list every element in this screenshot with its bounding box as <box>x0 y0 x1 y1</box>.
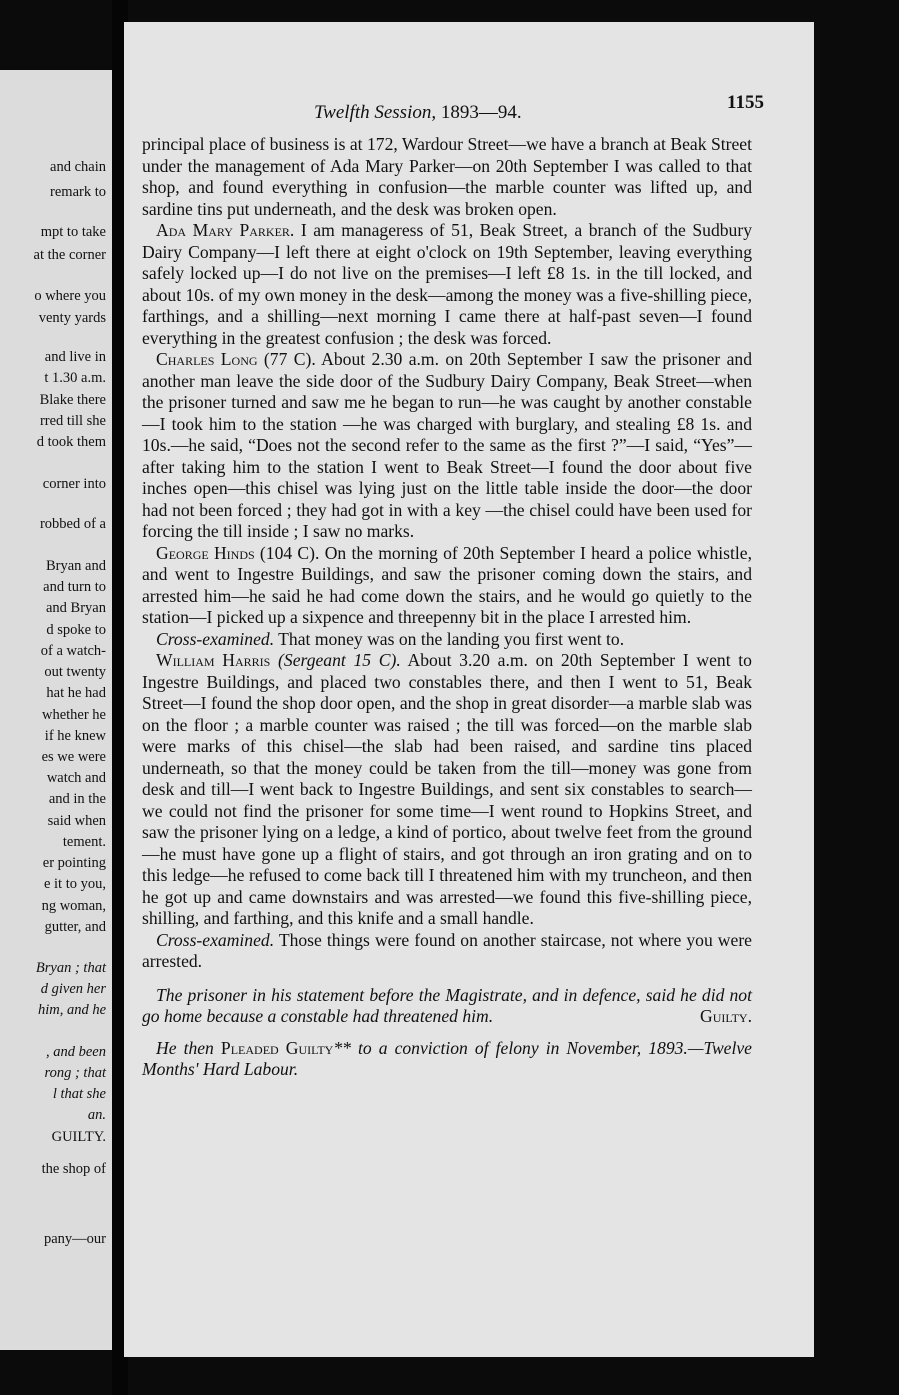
witness-name: Ada Mary Parker. <box>156 220 295 240</box>
left-page-line: corner into <box>42 476 106 492</box>
prior-conviction <box>142 1038 752 1081</box>
left-page-line: whether he <box>41 707 106 723</box>
cross-text: That money was on the landing you first went to. <box>274 628 625 649</box>
left-page-line: and live in <box>44 349 106 365</box>
session-years: 1893—94. <box>440 102 522 123</box>
witness-name: George Hinds <box>156 542 255 563</box>
verdict: Guilty. <box>700 1006 752 1026</box>
testimony-charles-long <box>142 349 752 543</box>
left-page-line: him, and he <box>37 1002 106 1018</box>
left-page-line: and chain <box>50 159 106 175</box>
page-number: 1155 <box>727 92 764 113</box>
left-page-line: d spoke to <box>46 622 106 638</box>
left-page-line: gutter, and <box>44 919 106 935</box>
cross-examination-2 <box>142 930 752 973</box>
left-page-line: o where you <box>34 288 106 304</box>
testimony-text: I am manageress of 51, Beak Street, a branch of the Sudbury Dairy Company—I left there at eight o'clock on 19th September, leaving everything safely locked up—I do not live on the premises—I left £8 1s. in the till locked, and about 10s. of my own money in the desk—among the money was a five-shilling piece, farthings, and a shilling—next morning I came there at half-past seven—I found everything in the greatest confusion ; the desk was forced. <box>142 220 752 348</box>
left-page-line: rred till she <box>39 413 106 429</box>
left-page-line: at the corner <box>33 247 106 263</box>
left-page-line: Bryan and <box>46 558 106 574</box>
left-page-line: l that she <box>52 1086 106 1102</box>
left-page-line: and turn to <box>43 579 106 595</box>
left-page-line: and Bryan <box>46 600 106 616</box>
witness-name: Charles Long <box>156 349 258 369</box>
left-page-line: if he knew <box>44 728 106 744</box>
paragraph-continued: principal place of business is at 172, Wardour Street—we have a branch at Beak Street under the management of Ada Mary Parker—on 20th September I was called to that shop, and found everything in confusion—the marble counter was lifted up, and sardine tins put underneath, and the desk was broken open. <box>142 134 752 219</box>
left-page-line: rong ; that <box>44 1065 106 1081</box>
right-page <box>124 22 814 1357</box>
witness-rank: (77 C). <box>257 349 316 369</box>
cross-examined-label: Cross-examined. <box>156 628 275 649</box>
left-page-line: er pointing <box>42 855 106 871</box>
left-page-line: robbed of a <box>39 516 106 532</box>
testimony-text: About 2.30 a.m. on 20th September I saw the prisoner and another man leave the side door of the Sudbury Dairy Company, Beak Street—when the prisoner turned and saw me he began to run—he was caught by another constable—I took him to the station —he was charged with burglary, and stealing £8 1s. and 10s.—he said, “Does not the second refer to the same as the first ?”—I said, “Yes”—after taking him to the station I went to Beak Street—I found the door about five inches open—this chisel was lying just on the little table inside the door—the door had not been forced ; they had got in with a key —the chisel could have been used for forcing the till inside ; I saw no marks. <box>142 349 752 541</box>
pleaded-guilty: Pleaded Guilty <box>220 1037 334 1058</box>
left-page-line: Blake there <box>39 392 106 408</box>
left-page-line: remark to <box>50 184 106 200</box>
left-page-line: GUILTY. <box>51 1129 106 1145</box>
left-page-line: and in the <box>48 791 106 807</box>
left-page-line: said when <box>47 813 106 829</box>
testimony-george-hinds <box>142 543 752 629</box>
testimony-william-harris <box>142 650 752 930</box>
pleaded-pre: He then <box>156 1037 221 1058</box>
witness-rank: (Sergeant 15 C). <box>270 650 401 670</box>
statement-text: The prisoner in his statement before the Magistrate, and in defence, said he did not go home because a constable had threatened him. <box>142 984 752 1026</box>
witness-rank: (104 C). <box>254 542 320 563</box>
left-page-line: d took them <box>36 434 106 450</box>
left-page-line: Bryan ; that <box>35 960 106 976</box>
testimony-text: On the morning of 20th September I heard a police whistle, and went to Ingestre Buildings, and saw the prisoner coming down the stairs, and arrested him—he said he had come down the stairs, and he would go quietly to the station—I picked up a sixpence and threepenny bit in the place I arrested him. <box>142 542 752 627</box>
left-page-line: venty yards <box>38 310 106 326</box>
testimony-text: About 3.20 a.m. on 20th September I went to Ingestre Buildings, and placed two constables there, and then I went to 51, Beak Street—I found the shop door open, and the shop in great disorder—a marble slab was on the floor ; a marble counter was raised ; the till was forced—on the marble slab were marks of this chisel—the slab had been raised, and sardine tins placed underneath, so that the money could be taken from the till—money was gone from desk and till—I went back to Ingestre Buildings, and sent six constables to search—we could not find the prisoner for some time—I went round to Hopkins Street, and saw the prisoner lying on a ledge, a kind of portico, about twelve feet from the ground—he must have gone up a flight of stairs, and got through an iron grating and on to this ledge—he refused to come back till I threatened him with my truncheon, and then he got up and came downstairs and was arrested—we found this five-shilling piece, shilling, and farthing, and this knife and a small handle. <box>142 650 752 928</box>
cross-examination-1 <box>142 629 752 651</box>
left-page-line: es we were <box>41 749 106 765</box>
left-page-line: of a watch- <box>40 643 106 659</box>
left-page-line: tement. <box>62 834 106 850</box>
prisoner-statement <box>142 985 752 1028</box>
left-page-line: an. <box>87 1107 106 1123</box>
left-page-line: t 1.30 a.m. <box>44 370 106 386</box>
left-page-line: e it to you, <box>43 876 106 892</box>
cross-text: Those things were found on another staircase, not where you were arrested. <box>142 929 752 971</box>
left-page-line: hat he had <box>46 685 106 701</box>
cross-examined-label: Cross-examined. <box>156 929 275 950</box>
left-page-line: , and been <box>46 1044 106 1060</box>
left-page-line: ng woman, <box>41 898 106 914</box>
left-page-line: d given her <box>40 981 106 997</box>
left-page-line: mpt to take <box>40 224 106 240</box>
left-page-line: the shop of <box>41 1161 106 1177</box>
left-page-line: out twenty <box>44 664 106 680</box>
witness-name: William Harris <box>156 650 271 670</box>
session-title: Twelfth Session, <box>314 102 437 123</box>
sentence-text: ** to a conviction of felony in November, 1893.—Twelve Months' Hard Labour. <box>142 1037 752 1079</box>
left-page-line: watch and <box>46 770 106 786</box>
testimony-ada-mary-parker <box>142 220 752 349</box>
running-header <box>314 102 774 124</box>
page-body <box>142 134 752 1081</box>
left-page-line: pany—our <box>43 1231 106 1247</box>
left-page-fragment <box>0 70 112 1350</box>
